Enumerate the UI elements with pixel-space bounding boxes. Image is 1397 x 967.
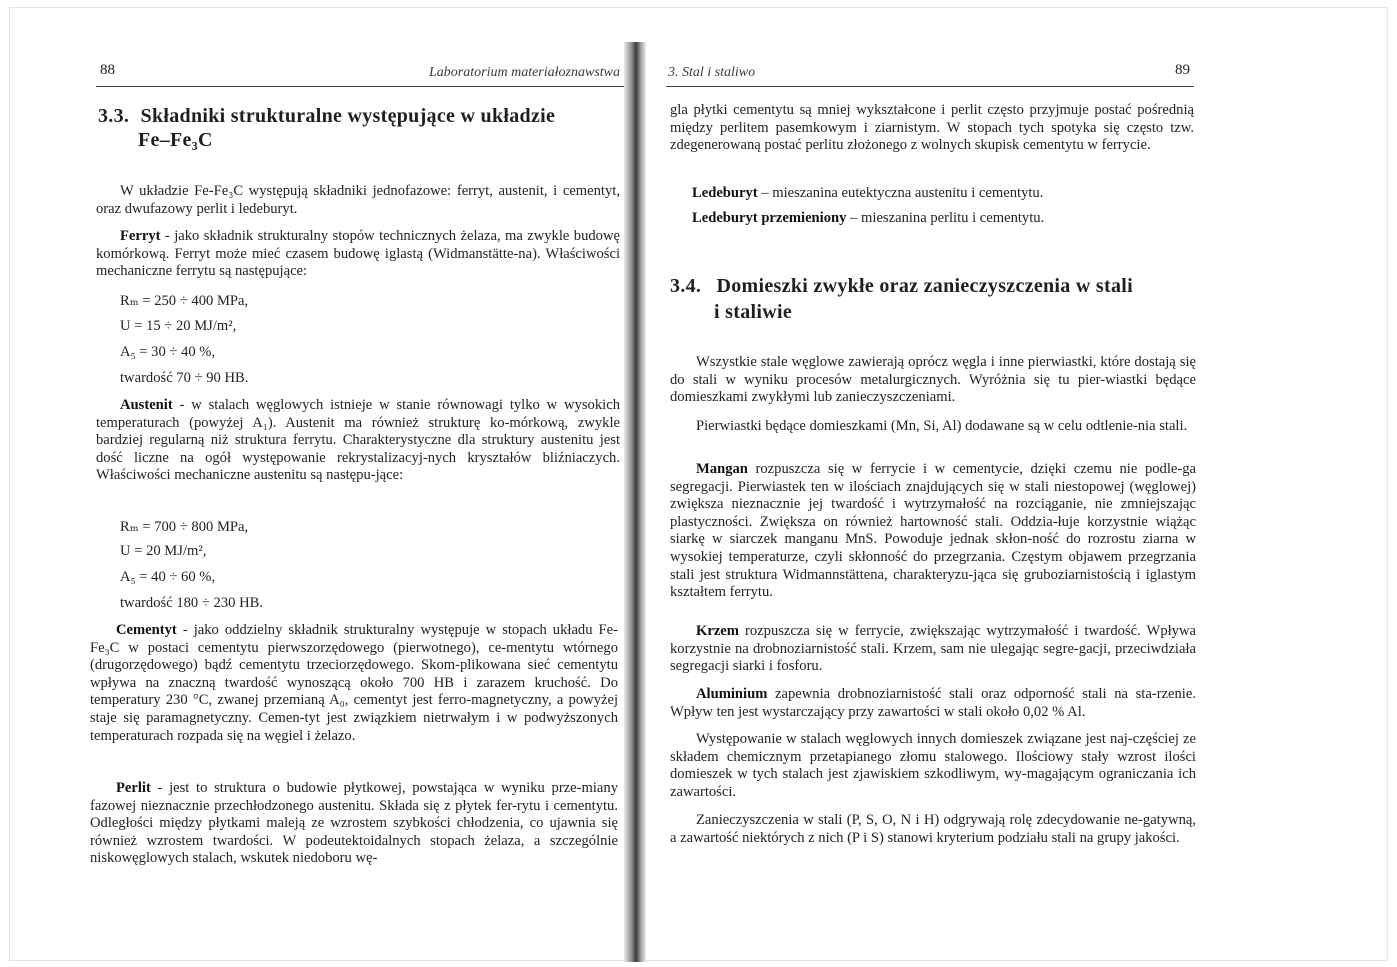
mangan-paragraph: Mangan rozpuszcza się w ferrycie i w cementycie, dzięki czemu nie podle-ga segregacji. Pierwiastek ten w ilościach znajdujących się w stali niestopowej (węglowej) zwiększa nieznacznie jej twardość i wytrzymałość na rozciąganie, nie zmniejszając plastyczności. Zwiększa on również hartowność stali. Oddzia-łuje korzystnie wiążąc siarkę w siarczek manganu MnS. Powoduje jednak skłon-ność do rozrostu ziarna w wysokiej temperaturze, czyli skłonność do przegrzania. Częstym objawem przegrzania stali jest struktura Widmannstättena, charakteryzu-jąca się gruboziarnistością i iglastym kształtem ferrytu.	[670, 461, 1196, 601]
austenit-prop: twardość 180 ÷ 230 HB.	[120, 595, 263, 611]
ledeburyt-line: Ledeburyt – mieszanina eutektyczna austenitu i cementytu.	[692, 185, 1044, 201]
ledeburyt-przemieniony-line: Ledeburyt przemieniony – mieszanina perlitu i cementytu.	[692, 210, 1045, 226]
left-running-head: Laboratorium materiałoznawstwa	[429, 65, 620, 80]
left-header	[96, 62, 624, 87]
left-page-number: 88	[100, 62, 115, 78]
krzem-paragraph: Krzem rozpuszcza się w ferrycie, zwiększając wytrzymałość i twardość. Wpływa korzystnie na drobnoziarnistość stali. Krzem, sam nie ulegając segre-gacji, przeciwdziała segregacji siarki i fosforu.	[670, 623, 1196, 675]
perlit-paragraph: Perlit - jest to struktura o budowie płytkowej, powstająca w wyniku prze-miany fazowej nieznacznie przechłodzonego austenitu. Składa się z płytek fer-rytu i cementytu. Odległości między płytkami maleją ze wzrostem szybkości chłodzenia, co ujawnia się również wzrostem twardości. W podeutektoidalnych stopach żelaza, a szczególnie niskowęglowych stalach, wskutek niedoboru wę-	[90, 780, 618, 867]
austenit-prop: A₅ = 40 ÷ 60 %,	[120, 569, 216, 585]
austenit-prop: U = 20 MJ/m²,	[120, 543, 207, 559]
book-gutter	[624, 42, 646, 962]
ferryt-paragraph: Ferryt - jako składnik strukturalny stopów technicznych żelaza, ma zwykle budowę komórkową. Ferryt może mieć czasem budowę iglastą (Widmanstätte-na). Właściwości mechaniczne ferrytu są następujące:	[96, 228, 620, 280]
right-page-number: 89	[1175, 62, 1190, 78]
austenit-paragraph: Austenit - w stalach węglowych istnieje w stanie równowagi tylko w wysokich temperaturach (powyżej A₁). Austenit ma również strukturę ko-mórkową, zwykle bardziej regularną niż struktura ferrytu. Charakterystyczne dla struktury austenitu jest dość liczne na ogół występowanie rekrystalizacyj-nych kryształów bliźniaczych. Właściwości mechaniczne austenitu są następu-jące:	[96, 397, 620, 484]
section-heading-3-4-line2: i staliwie	[714, 301, 792, 323]
domieszki-paragraph-2: Pierwiastki będące domieszkami (Mn, Si, Al) dodawane są w celu odtlenie-nia stali.	[696, 418, 1188, 434]
right-running-head: 3. Stal i staliwo	[668, 65, 756, 80]
section-heading-3-4: 3.4. Domieszki zwykłe oraz zanieczyszczenia w stali	[670, 275, 1133, 297]
cementyt-paragraph: Cementyt - jako oddzielny składnik strukturalny występuje w stopach układu Fe-Fe₃C w postaci cementytu pierwszorzędowego (pierwotnego), ce-mentytu wtórnego (drugorzędowego) bądź cementytu trzeciorzędowego. Skom-plikowana sieć cementytu wpływa na znaczną twardość wynoszącą około 700 HB i zarazem kruchość. Do temperatury 230 °C, zwanej przemianą A₀, cementyt jest ferro-magnetyczny, a powyżej staje się paramagnetyczny. Cemen-tyt jest związkiem nietrwałym i w podwyższonych temperaturach rozpada się na węgiel i żelazo.	[90, 622, 618, 744]
zanieczyszczenia-paragraph: Zanieczyszczenia w stali (P, S, O, N i H) odgrywają rolę zdecydowanie ne-gatywną, a zawartość niektórych z nich (P i S) stanowi kryterium podziału stali na grupy jakości.	[670, 812, 1196, 846]
aluminium-paragraph: Aluminium zapewnia drobnoziarnistość stali oraz odporność stali na sta-rzenie. Wpływ ten jest wystarczający przy zawartości w stali około 0,02 % Al.	[670, 686, 1196, 720]
section-heading-3-3-line2: Fe–Fe₃C	[138, 129, 213, 151]
domieszki-paragraph-1: Wszystkie stale węglowe zawierają oprócz węgla i inne pierwiastki, które dostają się do stali w wyniku procesów metalurgicznych. Wyróżnia się tu pier-wiastki będące domieszkami zwykłymi lub zanieczyszczeniami.	[670, 354, 1196, 406]
ferryt-prop: U = 15 ÷ 20 MJ/m²,	[120, 318, 237, 334]
austenit-prop: Rₘ = 700 ÷ 800 MPa,	[120, 519, 249, 535]
ferryt-prop: A₅ = 30 ÷ 40 %,	[120, 344, 216, 360]
perlit-continuation: gla płytki cementytu są mniej wykształcone i perlit często przyjmuje postać pośrednią między perlitem pasemkowym i ziarnistym. W stopach tych spotyka się często tzw. zdegenerowaną postać perlitu złożonego z wolnych skupisk cementytu w ferrycie.	[670, 102, 1194, 154]
section-heading-3-3: 3.3. Składniki strukturalne występujące w układzie	[98, 105, 556, 127]
domieszki-paragraph-3: Występowanie w stalach węglowych innych domieszek związane jest naj-częściej ze składem chemicznym przetapianego złomu stalowego. Ilościowy stały wzrost ilości domieszek w tych stalach jest zjawiskiem szkodliwym, wy-magającym ograniczania ich zawartości.	[670, 731, 1196, 800]
right-header	[666, 62, 1194, 87]
ferryt-prop: twardość 70 ÷ 90 HB.	[120, 370, 249, 386]
intro-paragraph: W układzie Fe-Fe₃C występują składniki jednofazowe: ferryt, austenit, i cementyt, oraz dwufazowy perlit i ledeburyt.	[96, 183, 620, 217]
ferryt-prop: Rₘ = 250 ÷ 400 MPa,	[120, 293, 249, 309]
